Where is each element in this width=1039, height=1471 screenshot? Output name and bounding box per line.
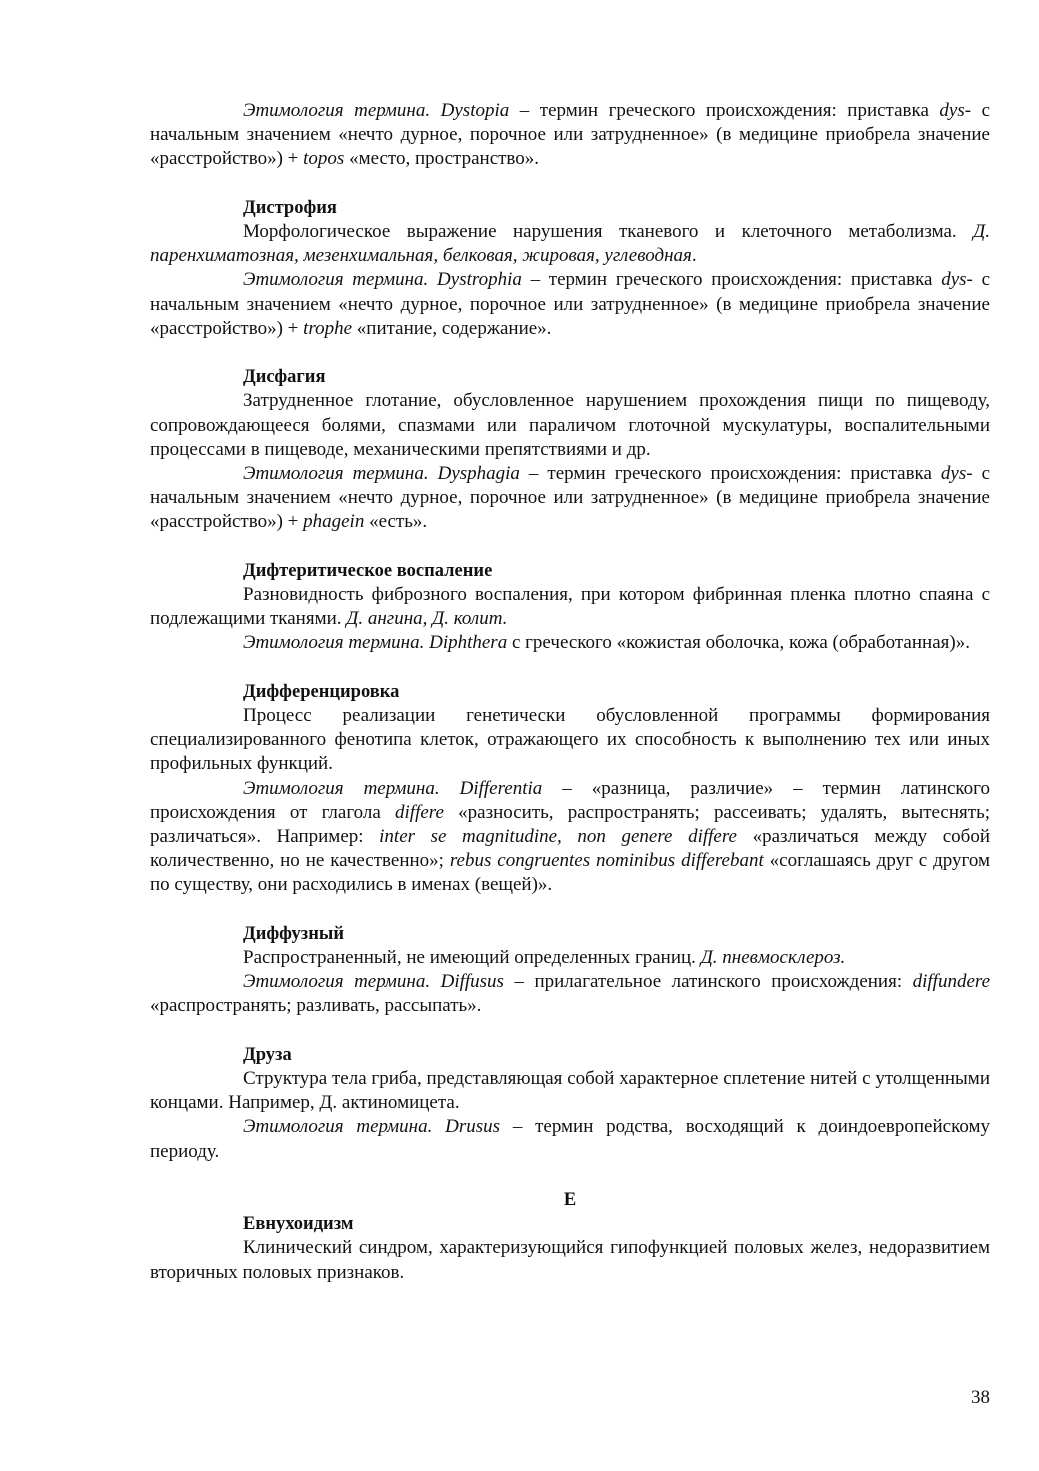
- term-definition: [150, 946, 990, 970]
- term-heading: Дистрофия: [243, 197, 337, 218]
- definition-example: Д. пневмосклероз.: [700, 947, 846, 969]
- etymology-prefix: dys-: [939, 100, 972, 121]
- definition-example: Д. ангина, Д. колит.: [346, 608, 508, 630]
- etymology-word: Differentia: [459, 777, 543, 799]
- etymology-text: «место, пространство».: [344, 148, 540, 170]
- etymology-word: Diphthera: [429, 632, 508, 654]
- etymology-verb: diffundere: [912, 971, 991, 993]
- term-etymology: [150, 268, 990, 341]
- etymology-word: Drusus: [445, 1116, 501, 1138]
- term-definition: [150, 583, 990, 631]
- etymology-text: с начальным значением «нечто дурное, порочное или затрудненное» (в медицине приобрела значение «расстройство») +: [150, 463, 991, 533]
- etymology-text: – термин греческого происхождения: приставка: [509, 100, 940, 121]
- term-heading: Евнухоидизм: [243, 1214, 354, 1235]
- definition-example: Д. паренхиматозная, мезенхимальная, белковая, жировая, углеводная: [150, 221, 990, 267]
- etymology-word: Diffusus: [440, 971, 504, 993]
- etymology-text: «питание, содержание».: [352, 317, 552, 339]
- definition-text: .: [691, 245, 697, 267]
- etymology-text: – термин греческого происхождения: приставка: [521, 269, 942, 291]
- etymology-label: Этимология термина.: [243, 777, 440, 799]
- term-heading: Друза: [243, 1044, 292, 1065]
- etymology-label: Этимология термина.: [243, 1116, 433, 1138]
- etymology-prefix: dys-: [940, 463, 973, 485]
- term-heading: Дисфагия: [243, 367, 326, 388]
- etymology-text: с начальным значением «нечто дурное, порочное или затрудненное» (в медицине приобрела значение «расстройство») +: [150, 100, 991, 170]
- definition-text: Морфологическое выражение нарушения тканевого и клеточного метаболизма.: [243, 221, 974, 242]
- page-number: 38: [971, 1387, 990, 1408]
- etymology-text: – прилагательное латинского происхождения:: [503, 971, 913, 993]
- etymology-dystopia: [150, 99, 990, 172]
- etymology-text: с начальным значением «нечто дурное, порочное или затрудненное» (в медицине приобрела значение «расстройство») +: [150, 269, 991, 339]
- etymology-text: – термин родства, восходящий к доиндоевропейскому периоду.: [150, 1116, 990, 1162]
- etymology-word: Dystopia: [440, 100, 510, 121]
- etymology-prefix: dys-: [941, 269, 973, 291]
- etymology-text: – «разница, различие» – термин латинского происхождения от глагола: [150, 777, 991, 823]
- etymology-word: Dysphagia: [437, 463, 520, 485]
- term-definition: Затрудненное глотание, обусловленное нарушением прохождения пищи по пищеводу, сопровождающееся болями, спазмами или параличом глоточной мускулатуры, воспалительными процессами в пищеводе, механическими препятствиями и др.: [150, 390, 990, 460]
- document-page: [150, 99, 990, 1285]
- term-etymology: [150, 777, 990, 898]
- term-definition: Структура тела гриба, представляющая собой характерное сплетение нитей с утолщенными концами. Например, Д. актиномицета.: [150, 1068, 990, 1114]
- etymology-label: Этимология термина.: [243, 971, 431, 993]
- term-etymology: [150, 462, 990, 535]
- etymology-text: – термин греческого происхождения: приставка: [519, 463, 941, 485]
- term-etymology: [150, 1115, 990, 1163]
- etymology-example: inter se magnitudine, non genere differe: [379, 826, 737, 848]
- definition-text: Разновидность фиброзного воспаления, при котором фибринная пленка плотно спаяна с подлежащими тканями.: [150, 584, 990, 630]
- term-heading: Дифференцировка: [243, 681, 400, 702]
- etymology-text: «разносить, распространять; рассеивать; удалять, вытеснять; различаться». Например:: [150, 801, 991, 848]
- etymology-label: Этимология термина.: [243, 100, 431, 121]
- etymology-root: topos: [303, 148, 345, 170]
- etymology-text: «распространять; разливать, рассыпать».: [150, 995, 482, 1017]
- etymology-text: «различаться между собой количественно, но не качественно»;: [150, 826, 990, 872]
- term-etymology: [150, 970, 990, 1018]
- etymology-word: Dystrophia: [437, 269, 522, 291]
- term-definition: Клинический синдром, характеризующийся гипофункцией половых желез, недоразвитием вторичных половых признаков.: [150, 1237, 990, 1283]
- etymology-label: Этимология термина.: [243, 632, 425, 654]
- etymology-label: Этимология термина.: [243, 463, 429, 485]
- term-etymology: [150, 631, 990, 655]
- etymology-text: с греческого «кожистая оболочка, кожа (обработанная)».: [507, 632, 970, 654]
- definition-text: Распространенный, не имеющий определенных границ.: [243, 947, 701, 969]
- etymology-label: Этимология термина.: [243, 269, 429, 291]
- etymology-verb: differe: [395, 801, 444, 823]
- etymology-root: trophe: [303, 317, 353, 339]
- section-letter: Е: [563, 1190, 577, 1211]
- term-heading: Диффузный: [243, 923, 344, 944]
- term-heading: Дифтеритическое воспаление: [243, 560, 493, 581]
- term-definition: Процесс реализации генетически обусловленной программы формирования специализированного фенотипа клеток, отражающего их способность к выполнению тех или иных профильных функций.: [150, 705, 990, 775]
- etymology-text: «соглашаясь друг с другом по существу, они расходились в именах (вещей)».: [150, 850, 991, 896]
- etymology-root: phagein: [303, 511, 365, 533]
- etymology-text: «есть».: [364, 511, 428, 533]
- term-definition: [150, 220, 990, 268]
- etymology-example: rebus congruentes nominibus differebant: [449, 850, 764, 872]
